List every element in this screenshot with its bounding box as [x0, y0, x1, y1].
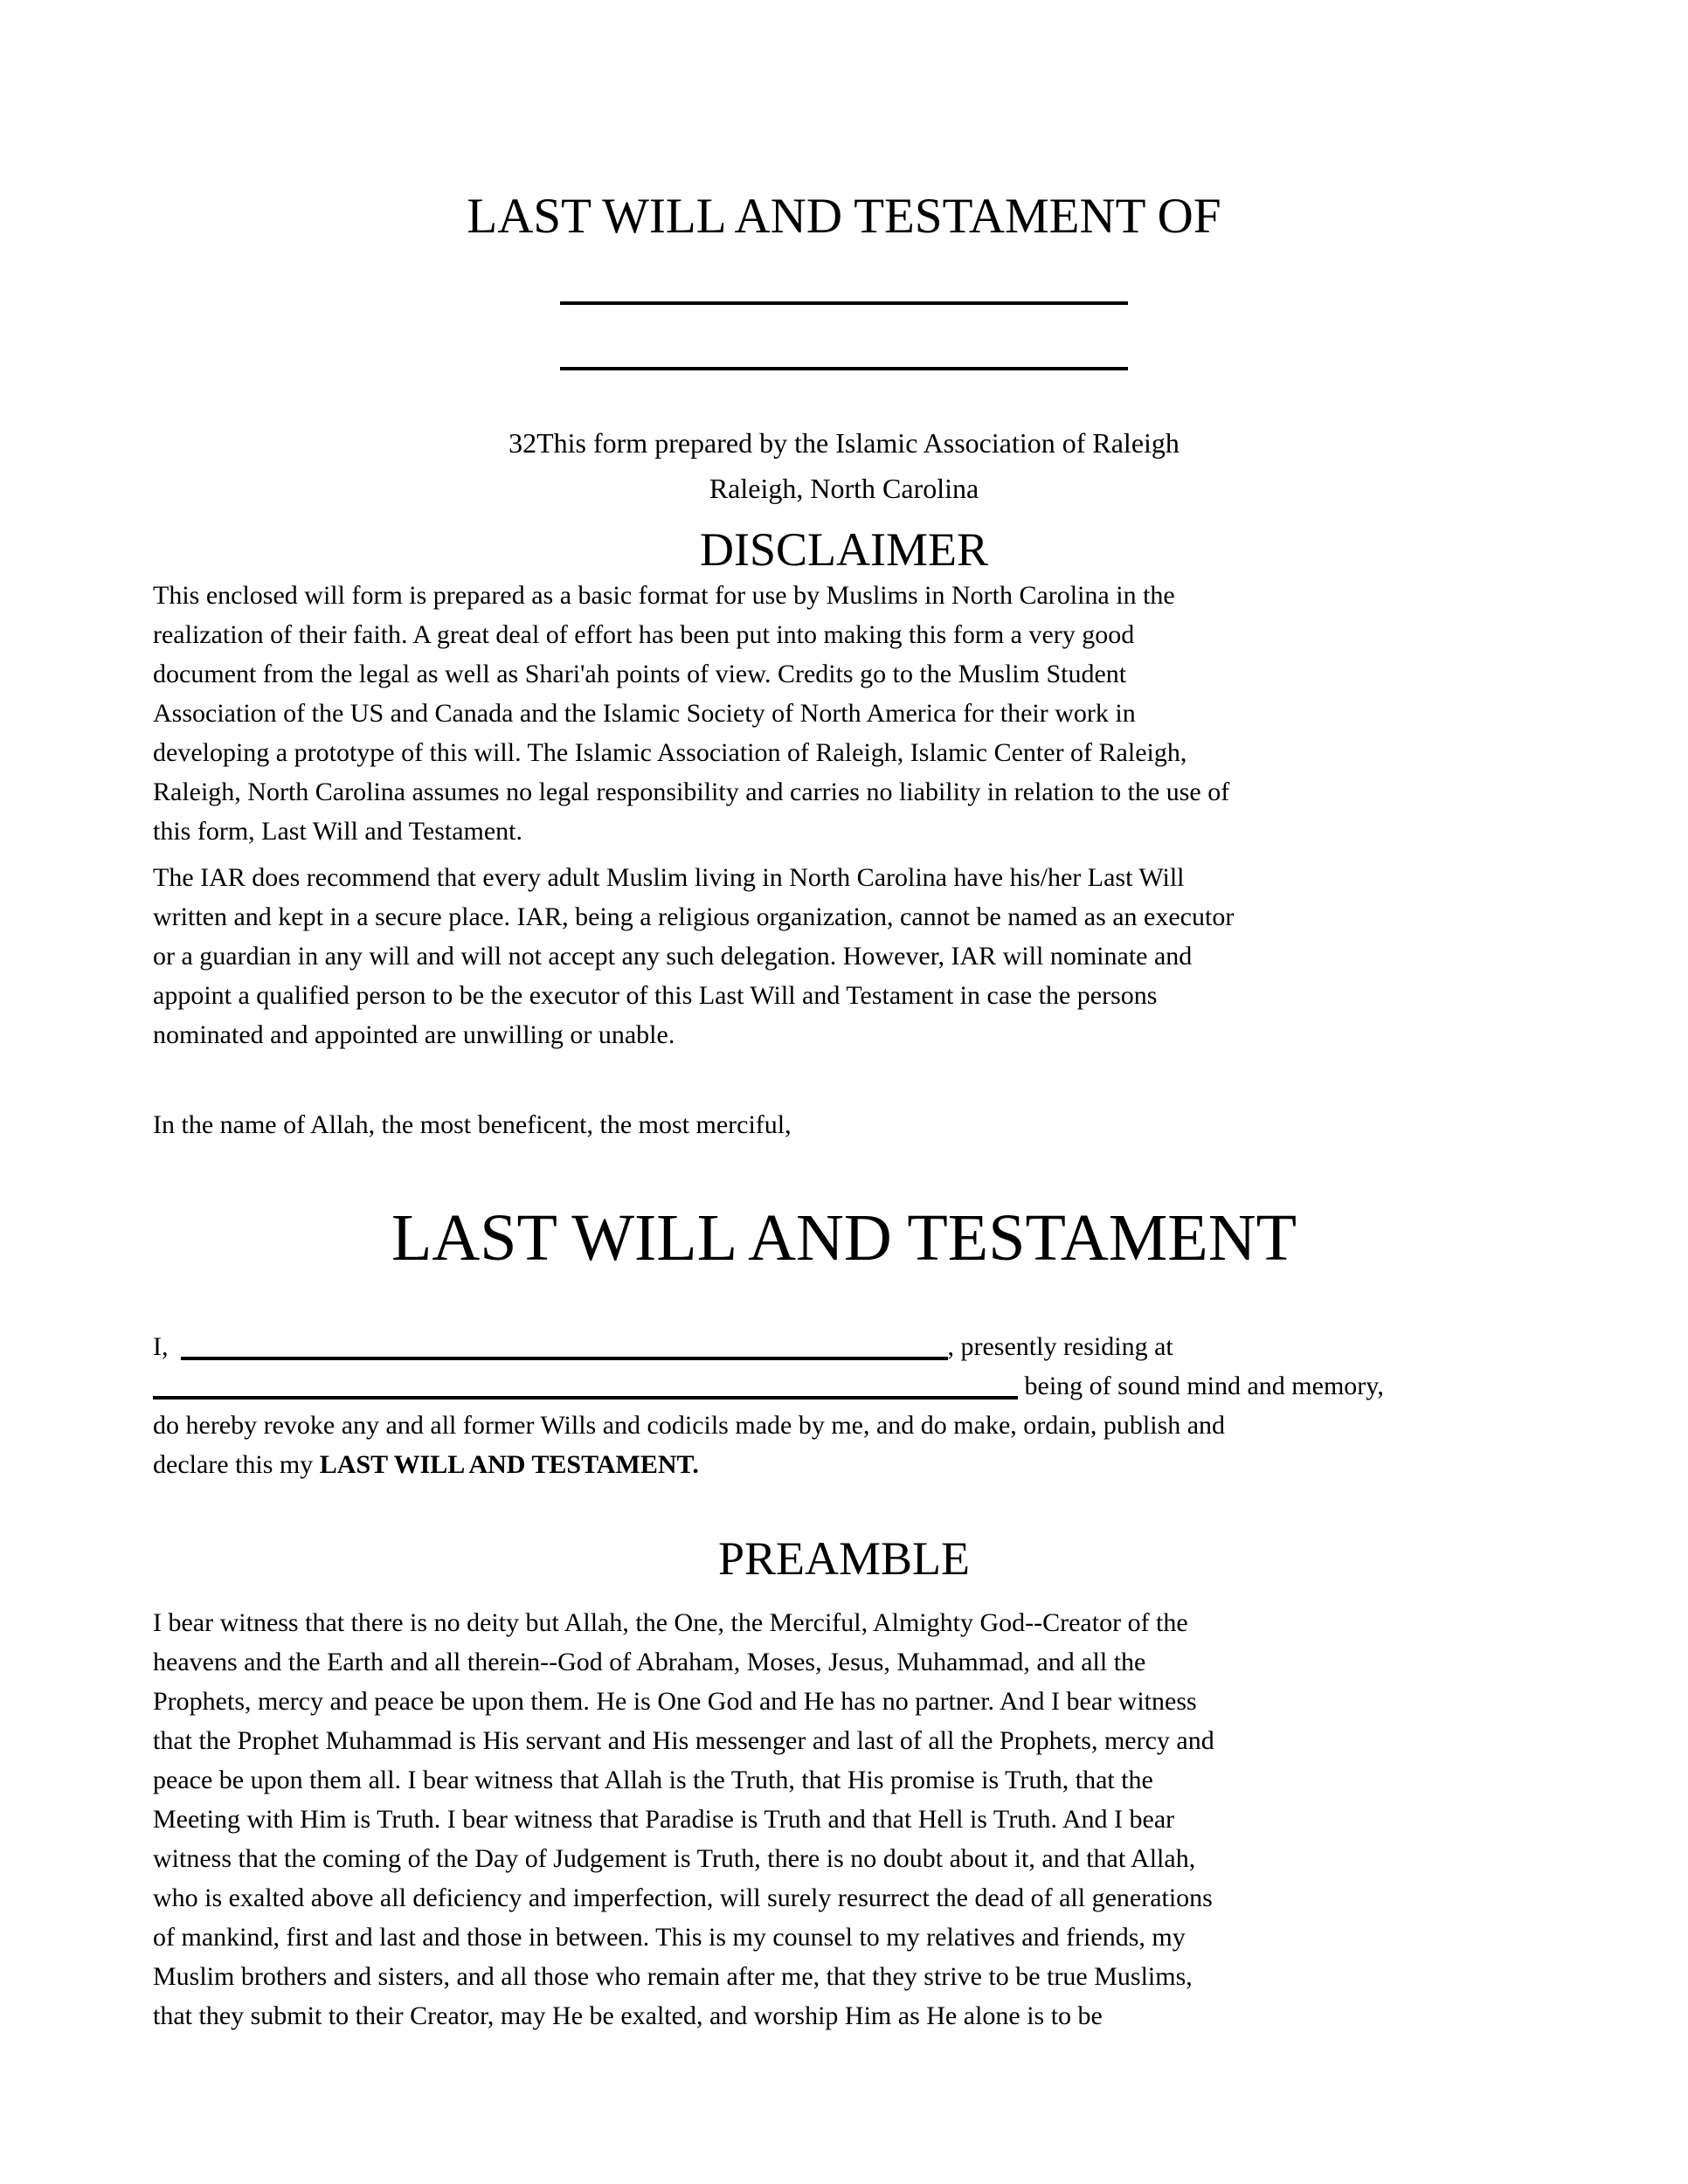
declaration-line-3: do hereby revoke any and all former Wills and codicils made by me, and do make, ordain, publish and: [153, 1411, 1226, 1440]
prepared-by-line-2: Raleigh, North Carolina: [709, 473, 979, 504]
declaration-line-1: [153, 1327, 1535, 1366]
preamble-heading: PREAMBLE: [717, 1532, 971, 1585]
text-line: The IAR does recommend that every adult Muslim living in North Carolina have his/her Last Will: [153, 863, 1185, 892]
text-line: nominated and appointed are unwilling or unable.: [153, 1020, 675, 1049]
text-line: heavens and the Earth and all therein--God of Abraham, Moses, Jesus, Muhammad, and all the: [153, 1648, 1146, 1676]
text-line: Muslim brothers and sisters, and all those who remain after me, that they strive to be true Muslims,: [153, 1962, 1193, 1991]
declare-prefix: declare this my: [153, 1450, 314, 1479]
prepared-by-block: [153, 420, 1535, 511]
text-line: that the Prophet Muhammad is His servant and His messenger and last of all the Prophets, mercy and: [153, 1726, 1214, 1755]
text-line: Meeting with Him is Truth. I bear witness that Paradise is Truth and that Hell is Truth. And I bear: [153, 1805, 1175, 1834]
declaration-line-2: [153, 1366, 1535, 1406]
text-line: Association of the US and Canada and the Islamic Society of North America for their work in: [153, 699, 1136, 728]
text-line: developing a prototype of this will. The Islamic Association of Raleigh, Islamic Center of Raleigh,: [153, 738, 1187, 767]
main-heading: LAST WILL AND TESTAMENT: [391, 1201, 1297, 1275]
testator-name-blank: [181, 1330, 948, 1360]
disclaimer-paragraph-2: [153, 858, 1535, 1054]
text-line: Raleigh, North Carolina assumes no legal responsibility and carries no liability in relation to the use of: [153, 778, 1230, 806]
declaration-block: [153, 1327, 1535, 1484]
text-line: This enclosed will form is prepared as a basic format for use by Muslims in North Carolina in the: [153, 581, 1175, 610]
disclaimer-heading: DISCLAIMER: [699, 523, 988, 576]
text-line: peace be upon them all. I bear witness that Allah is the Truth, that His promise is Truth, that the: [153, 1766, 1153, 1794]
text-line: realization of their faith. A great deal of effort has been put into making this form a very good: [153, 620, 1135, 649]
text-line: written and kept in a secure place. IAR, being a religious organization, cannot be named as an executor: [153, 902, 1235, 931]
text-line: I bear witness that there is no deity but Allah, the One, the Merciful, Almighty God--Creator of the: [153, 1608, 1188, 1637]
prepared-by-line-1: 32This form prepared by the Islamic Association of Raleigh: [508, 427, 1180, 459]
testator-name-prefix: I,: [153, 1332, 169, 1361]
document-title: LAST WILL AND TESTAMENT OF: [467, 189, 1221, 244]
name-blank-line-1: [560, 301, 1128, 305]
sound-mind-text: being of sound mind and memory,: [1024, 1372, 1384, 1400]
invocation-line: In the name of Allah, the most beneficent, the most merciful,: [153, 1110, 792, 1139]
text-line: who is exalted above all deficiency and imperfection, will surely resurrect the dead of all generations: [153, 1883, 1213, 1912]
residence-lead-in: , presently residing at: [947, 1332, 1173, 1361]
text-line: appoint a qualified person to be the executor of this Last Will and Testament in case the persons: [153, 981, 1158, 1010]
name-blank-line-2: [560, 367, 1128, 370]
preamble-paragraph: [153, 1603, 1535, 2035]
text-line: Prophets, mercy and peace be upon them. He is One God and He has no partner. And I bear witness: [153, 1687, 1197, 1716]
text-line: document from the legal as well as Shari'ah points of view. Credits go to the Muslim Student: [153, 660, 1127, 688]
text-line: that they submit to their Creator, may He be exalted, and worship Him as He alone is to be: [153, 2001, 1103, 2030]
residence-blank: [153, 1370, 1018, 1400]
declare-title-bold: LAST WILL AND TESTAMENT.: [319, 1450, 699, 1479]
text-line: or a guardian in any will and will not accept any such delegation. However, IAR will nominate and: [153, 942, 1193, 971]
declaration-line-4: [153, 1445, 1535, 1484]
disclaimer-paragraph-1: [153, 576, 1535, 851]
text-line: this form, Last Will and Testament.: [153, 817, 523, 846]
text-line: witness that the coming of the Day of Judgement is Truth, there is no doubt about it, and that Allah,: [153, 1844, 1196, 1873]
text-line: of mankind, first and last and those in between. This is my counsel to my relatives and friends, my: [153, 1923, 1186, 1952]
